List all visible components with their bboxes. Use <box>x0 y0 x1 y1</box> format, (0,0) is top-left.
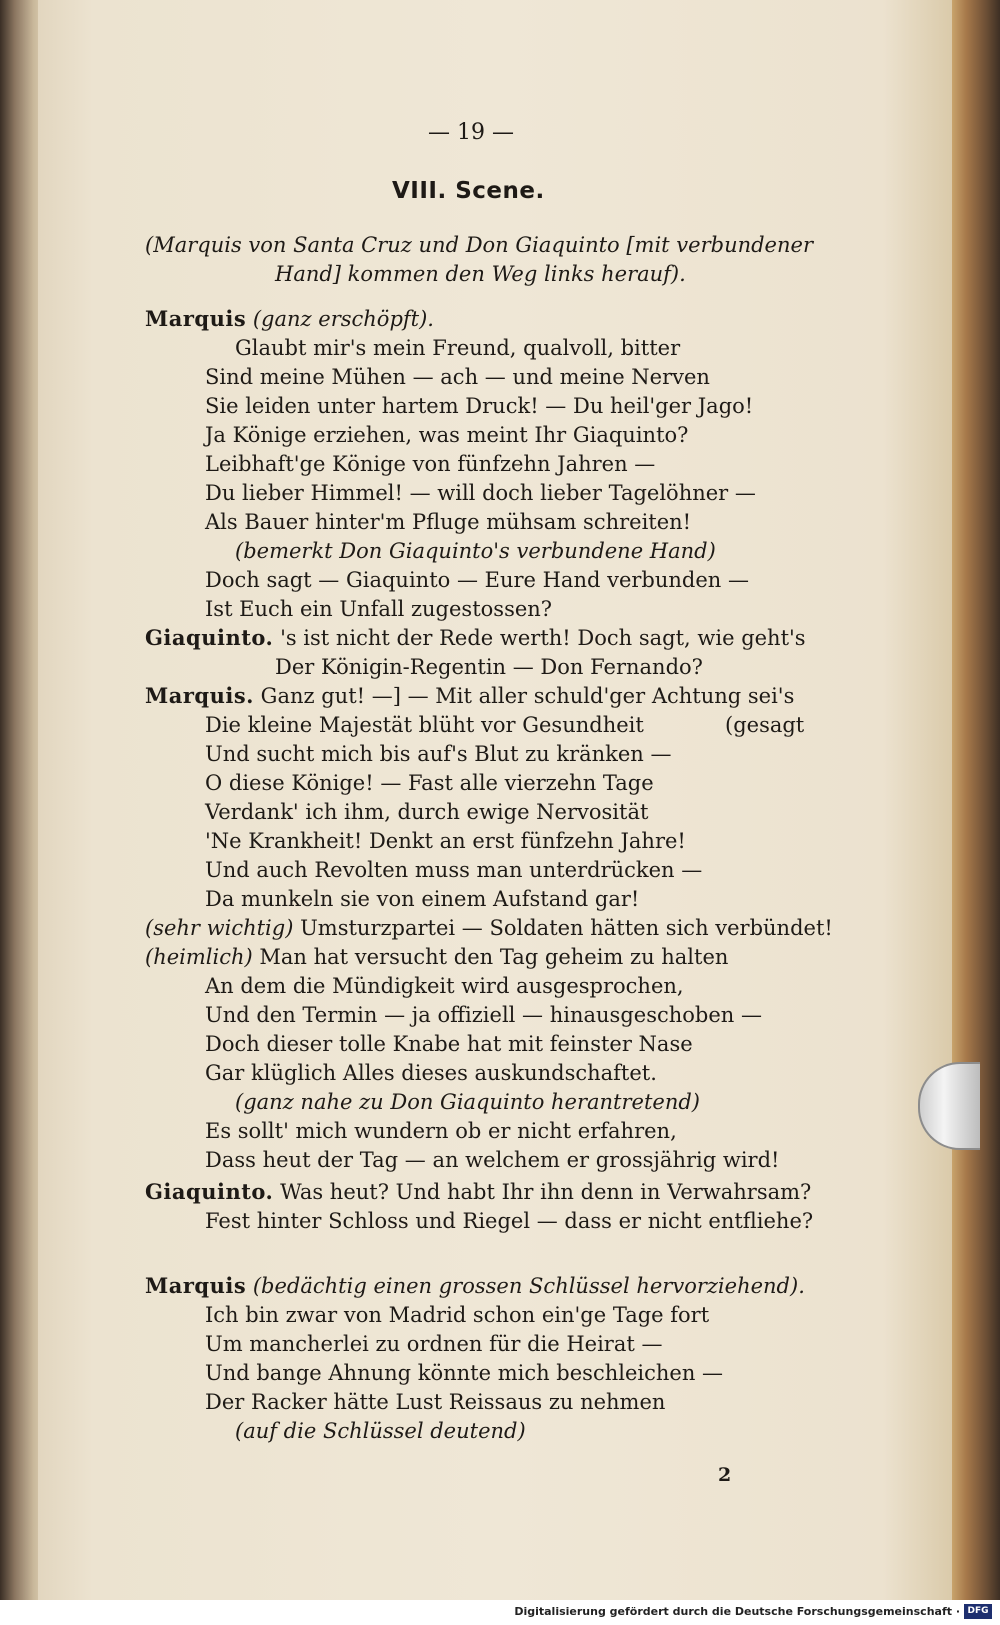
directed-line <box>145 944 728 970</box>
verse-line: Um mancherlei zu ordnen für die Heirat — <box>205 1332 663 1356</box>
scene-title: VIII. Scene. <box>392 178 545 204</box>
verse-line: Doch dieser tolle Knabe hat mit feinster Nase <box>205 1032 693 1056</box>
stage-direction: (bemerkt Don Giaquinto's verbundene Hand) <box>235 539 716 563</box>
verse-line: Die kleine Majestät blüht vor Gesundheit <box>205 713 644 737</box>
speaker-name: Marquis <box>145 306 247 331</box>
verse-line: Der Racker hätte Lust Reissaus zu nehmen <box>205 1390 666 1414</box>
signature-mark: 2 <box>718 1464 732 1486</box>
speaker-name: Marquis. <box>145 683 254 708</box>
stage-direction: (sehr wichtig) <box>145 916 294 940</box>
verse-line: Und auch Revolten muss man unterdrücken — <box>205 858 703 882</box>
funding-notice: Digitalisierung gefördert durch die Deutsche Forschungsgemeinschaft · <box>514 1605 960 1618</box>
verse-line: Man hat versucht den Tag geheim zu halten <box>259 945 729 969</box>
verse-line: Ja Könige erziehen, was meint Ihr Giaquinto? <box>205 423 689 447</box>
verse-line: Doch sagt — Giaquinto — Eure Hand verbunden — <box>205 568 749 592</box>
book-edge <box>952 0 1000 1600</box>
verse-line: Umsturzpartei — Soldaten hätten sich verbündet! <box>300 916 833 940</box>
verse-line: Gar klüglich Alles dieses auskundschaftet. <box>205 1061 657 1085</box>
speech-heading <box>145 1179 811 1205</box>
verse-line: Es sollt' mich wundern ob er nicht erfahren, <box>205 1119 677 1143</box>
stage-direction: (heimlich) <box>145 945 253 969</box>
stage-direction: (bedächtig einen grossen Schlüssel hervorziehend). <box>252 1274 805 1298</box>
verse-line: Du lieber Himmel! — will doch lieber Tagelöhner — <box>205 481 756 505</box>
speaker-name: Marquis <box>145 1273 247 1298</box>
dfg-logo: DFG <box>964 1604 992 1619</box>
speaker-name: Giaquinto. <box>145 1179 274 1204</box>
verse-line: Da munkeln sie von einem Aufstand gar! <box>205 887 640 911</box>
verse-line: Fest hinter Schloss und Riegel — dass er nicht entfliehe? <box>205 1209 814 1233</box>
verse-line: Und bange Ahnung könnte mich beschleichen — <box>205 1361 724 1385</box>
speech-heading <box>145 683 794 709</box>
verse-line: Sind meine Mühen — ach — und meine Nerven <box>205 365 710 389</box>
verse-line: Als Bauer hinter'm Pfluge mühsam schreiten! <box>205 510 692 534</box>
stage-direction: (ganz erschöpft). <box>252 307 434 331</box>
footer-bar <box>0 1600 1000 1625</box>
speech-heading <box>145 1273 805 1299</box>
speech-heading <box>145 625 806 651</box>
verse-line: An dem die Mündigkeit wird ausgesprochen, <box>205 974 684 998</box>
stage-direction: (ganz nahe zu Don Giaquinto herantretend) <box>235 1090 700 1114</box>
verse-line: O diese Könige! — Fast alle vierzehn Tage <box>205 771 654 795</box>
verse-line: 's ist nicht der Rede werth! Doch sagt, wie geht's <box>280 626 806 650</box>
speaker-name: Giaquinto. <box>145 625 274 650</box>
stage-direction-line: Hand] kommen den Weg links herauf). <box>275 262 686 286</box>
verse-line: Was heut? Und habt Ihr ihn denn in Verwahrsam? <box>280 1180 812 1204</box>
stage-direction-line: (Marquis von Santa Cruz und Don Giaquinto [mit verbundener <box>145 233 813 257</box>
verse-line: Der Königin-Regentin — Don Fernando? <box>275 655 703 679</box>
page-number: — 19 — <box>428 120 514 145</box>
speech-heading <box>145 306 434 332</box>
page-left-edge <box>0 0 42 1625</box>
marginal-aside: (gesagt <box>725 713 805 737</box>
verse-line: Dass heut der Tag — an welchem er grossjährig wird! <box>205 1148 780 1172</box>
directed-line <box>145 915 833 941</box>
verse-line: Ich bin zwar von Madrid schon ein'ge Tage fort <box>205 1303 710 1327</box>
stage-direction: (auf die Schlüssel deutend) <box>235 1419 526 1443</box>
verse-line: Verdank' ich ihm, durch ewige Nervosität <box>205 800 649 824</box>
verse-line: Ist Euch ein Unfall zugestossen? <box>205 597 553 621</box>
verse-line: Und sucht mich bis auf's Blut zu kränken — <box>205 742 672 766</box>
verse-line: 'Ne Krankheit! Denkt an erst fünfzehn Jahre! <box>205 829 686 853</box>
verse-line: Leibhaft'ge Könige von fünfzehn Jahren — <box>205 452 656 476</box>
verse-line: Ganz gut! —] — Mit aller schuld'ger Achtung sei's <box>260 684 795 708</box>
verse-line: Sie leiden unter hartem Druck! — Du heil'ger Jago! <box>205 394 754 418</box>
verse-line: Glaubt mir's mein Freund, qualvoll, bitter <box>235 336 681 360</box>
verse-line: Und den Termin — ja offiziell — hinausgeschoben — <box>205 1003 762 1027</box>
